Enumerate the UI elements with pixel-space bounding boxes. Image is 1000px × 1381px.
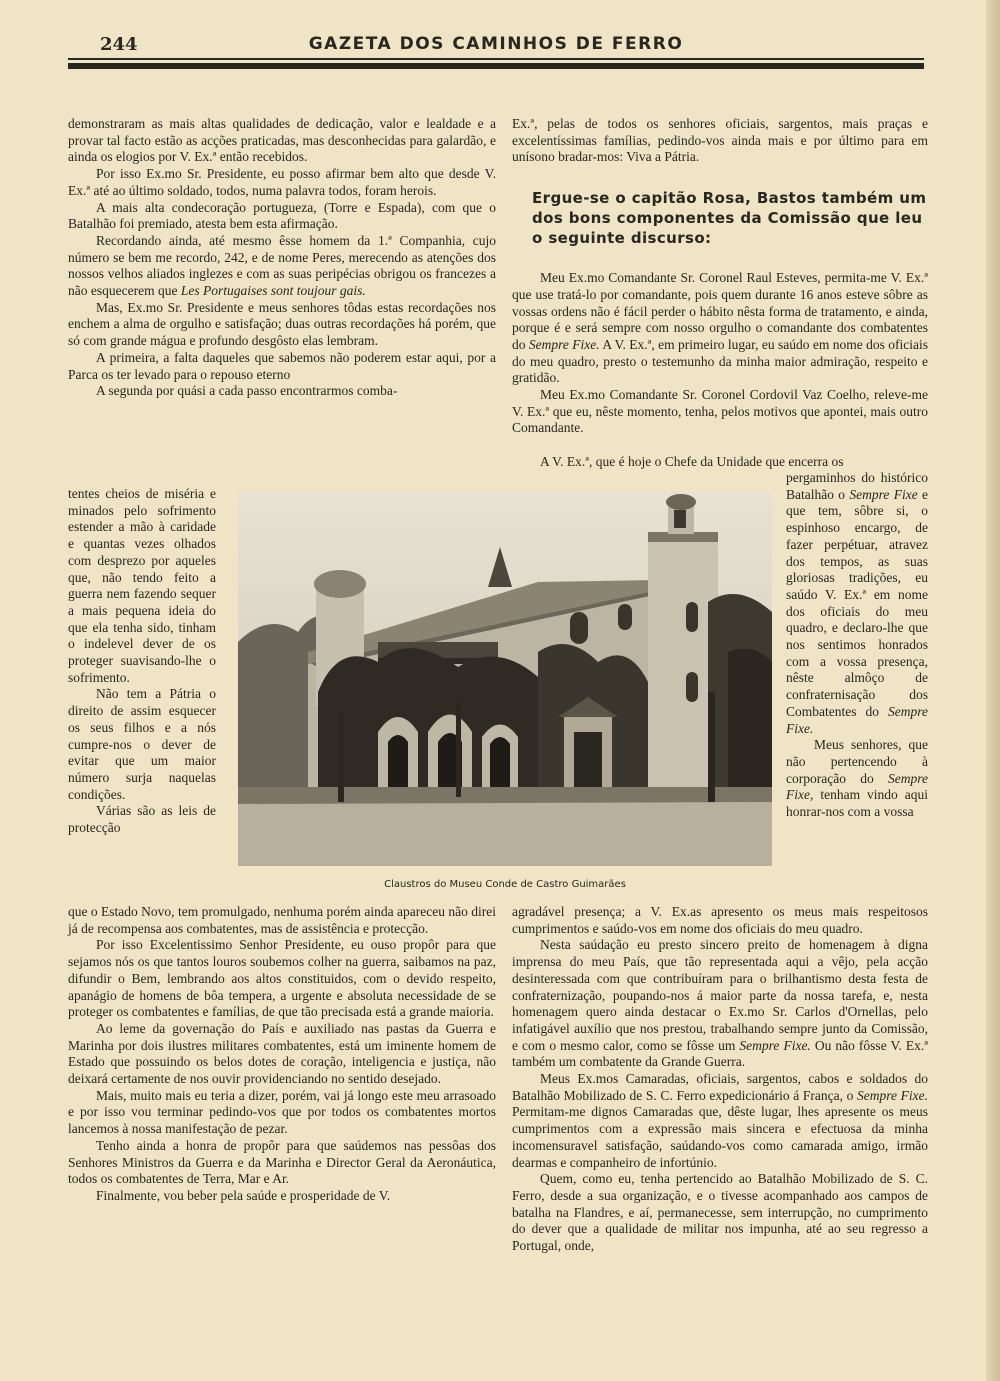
page-header [68,32,924,74]
paragraph-text: A V. Ex.ª, em primeiro lugar, eu saúdo em nome dos oficiais do meu quadro, presto o testemunho da minha maior admiração, respeito e gratidão. [512,336,929,386]
header-rule-thick [68,63,924,69]
paragraph-text: Meu Ex.mo Comandante Sr. Coronel Raul Esteves, permita-me V. Ex.ª que use tratá-lo por comandante, pois quem durante 16 anos esteve sôbre as vossas ordens não é fácil perder o hábito nêsta forma de tratamento, e ainda, porque é e será sempre com nosso orgulho o comandante dos combatentes do [512,270,928,352]
paragraph: Mas, Ex.mo Sr. Presidente e meus senhores tôdas estas recordações nos enchem a alma de orgulho e satisfação; duas outras recordações há porém, que só com grande mágua e profundo desgôsto elas lembram. [68,299,496,349]
paragraph-text: pergaminhos do histórico Batalhão o [786,470,928,502]
journal-title: GAZETA DOS CAMINHOS DE FERRO [308,34,684,54]
speech-heading: Ergue-se o capitão Rosa, Bastos também um dos bons componentes da Comissão que leu o seguinte discurso: [532,189,927,248]
italic-quote: Les Portugaises sont toujour gais. [180,283,366,299]
paragraph: A V. Ex.ª, que é hoje o Chefe da Unidade que encerra os [540,454,844,469]
paragraph: tentes cheios de miséria e minados pelo sofrimento estender a mão à caridade e quantas vezes olhados com desprezo por aqueles que, não tendo feito a guerra nem fazendo sequer a mais pequena ideia do que ela tenha sido, tinham o indelevel dever de os proteger suavisando-lhe o sofrimento. [68,486,216,685]
paragraph: Finalmente, vou beber pela saúde e prosperidade de V. [96,1187,391,1203]
page-number: 244 [100,34,138,55]
paragraph: A segunda por quási a cada passo encontrarmos comba- [96,383,398,399]
paragraph-text: Nesta saúdação eu presto sincero preito de homenagem à digna imprensa do meu País, que tão representada aqui a vêjo, pela acção desinteressada com que contribuíram para o brilhantismo desta festa de confraternização, poupando-nos á maior parte da nossa tarefa, e, nesta homenagem quero ainda destacar o Ex.mo Sr. Carlos d'Ornellas, pelo infatigável auxílio que nos prestou, trabalhando sempre junto da Comissão, e com o mesmo calor, como se fôsse um [512,937,928,1053]
left-column-top [68,116,496,400]
italic-unit-name: Sempre Fixe. [857,1087,929,1103]
paragraph: Ex.ª, pelas de todos os senhores oficiais, sargentos, mais praças e excelentíssimas famílias, pedindo-vos ainda mais e por último para em unísono bradar-mos: Viva a Pátria. [512,116,928,165]
italic-unit-name: Sempre Fixe. [528,336,600,352]
paragraph [68,233,496,300]
paragraph-text: Meus senhores, que não pertencendo à corporação do [786,737,928,786]
paragraph-text: Meus Ex.mos Camaradas, oficiais, sargentos, cabos e soldados do Batalhão Mobilizado de S. C. Ferro expedicionário á França, o [512,1071,928,1103]
paragraph: agradável presença; a V. Ex.as apresento os meus mais respeitosos cumprimentos e saúdo-vos em nome dos oficiais do meu quadro. [512,904,928,936]
right-column-mid [512,454,928,471]
paragraph: que o Estado Novo, tem promulgado, nenhuma porém ainda apareceu não direi já de recompensa aos combatentes, mas de assistência e protecção. [68,904,496,936]
paragraph-text: tenham vindo aqui honrar-nos com a vossa [786,787,928,820]
paragraph [512,937,928,1071]
right-column-top [512,116,928,437]
paragraph-text: Recordando ainda, até mesmo êsse homem da 1.ª Companhia, cujo número se bem me recordo, 242, e de nome Peres, merecendo as atenções dos nossos velhos aliados inglezes e com as suas peripécias obrigou os francezes a não esquecerem que [68,232,496,299]
paragraph: Várias são as leis de protecção [68,803,216,836]
italic-unit-name: Sempre Fixe. [786,703,928,736]
paragraph: A mais alta condecoração portugueza, (Torre e Espada), com que o Batalhão foi premiado, atesta bem esta afirmação. [68,199,496,232]
paragraph: Meu Ex.mo Comandante Sr. Coronel Cordovil Vaz Coelho, releve-me V. Ex.ª que eu, nêste momento, tenha, pelos motivos que apontei, mais outro Comandante. [512,387,928,436]
paragraph [512,270,928,387]
paragraph: Ao leme da governação do País e auxiliado nas pastas da Guerra e Marinha por dois ilustres militares combatentes, está um iminente homem de Estado que possuindo os belos dotes de coração, inteligencia e justiça, não deixará certamente de nos ouvir providenciando no sentido desejado. [68,1020,496,1087]
left-column-bottom [68,904,496,1205]
paragraph: Tenho ainda a honra de propôr para que saúdemos nas pessôas dos Senhores Ministros da Guerra e da Marinha e Director Geral da Aeronáutica, todos os combatentes de Terra, Mar e Ar. [68,1137,496,1187]
cloister-photo [238,492,772,866]
header-rule-thin [68,58,924,60]
cloister-image [238,492,772,866]
photo-caption: Claustros do Museu Conde de Castro Guimarães [384,879,626,890]
italic-unit-name: Sempre Fixe [849,486,918,502]
paragraph: Por isso Excelentissimo Senhor Presidente, eu ouso propôr para que sejamos nós os que tantos louros soubemos colher na guerra, saibamos na paz, difundir o Bem, lembrando aos altos constituidos, com o devido respeito, apanágio de homens de bôa tempera, a urgente e absoluta necessidade de se proteger os combatentes e famílias, de que tão precisada está a grande maioria. [68,937,496,1020]
paragraph [786,470,928,737]
paragraph-text: Permitam-me dignos Camaradas que, dêste lugar, lhes apresente os meus cumprimentos com a expressão mais sincera e efectuosa da minha incomensuravel satisfação, saúdando-vos como camarada amigo, irmão dearmas e companheiro de infortúnio. [512,1104,928,1170]
paragraph: Não tem a Pátria o direito de assim esquecer os seus filhos e a nós cumpre-nos o dever de evitar que um maior número surja naquelas condições. [68,686,216,802]
paragraph: demonstraram as mais altas qualidades de dedicação, valor e lealdade e a provar tal facto estão as acções praticadas, mas desconhecidas para galardão, e ainda os elogios por V. Ex.ª então recebidos. [68,116,496,165]
paragraph [512,1071,928,1171]
paragraph: Quem, como eu, tenha pertencido ao Batalhão Mobilizado de S. C. Ferro, desde a sua organização, e o tivesse acompanhado aos campos de batalha na Flandres, e aí, permanecesse, sem interrupção, no cumprimento do dever que a qualidade de militar nos impunha, até ao seu regresso a Portugal, onde, [512,1171,928,1254]
paragraph: Mais, muito mais eu teria a dizer, porém, vai já longo este meu arrasoado e por isso vou terminar pedindo-vos que por todos os combatentes mortos lancemos à nossa manifestação de pezar. [68,1087,496,1137]
left-column-narrow [68,486,216,837]
right-column-bottom [512,904,928,1255]
right-column-narrow [786,470,928,821]
page-edge [986,0,1000,1381]
paragraph: A primeira, a falta daqueles que sabemos não poderem estar aqui, por a Parca os ter levado para o repouso eterno [68,349,496,382]
italic-unit-name: Sempre Fixe, [786,770,928,803]
paragraph [786,737,928,821]
italic-unit-name: Sempre Fixe. [739,1037,811,1053]
paragraph: Por isso Ex.mo Sr. Presidente, eu posso afirmar bem alto que desde V. Ex.ª até ao último soldado, todos, numa palavra todos, foram herois. [68,166,496,198]
paragraph-text: Ou não fôsse V. Ex.ª também um combatente da Grande Guerra. [512,1037,929,1070]
paragraph-text: e que tem, sôbre si, o espinhoso encargo, de fazer perpétuar, atravez dos tempos, as suas gloriosas tradições, eu saúdo V. Ex.ª em nome dos oficiais do meu quadro, e declaro-lhe que nos sentimos honrados com a vossa presença, nêste almôço de confraternisação dos Combatentes do [786,486,929,719]
